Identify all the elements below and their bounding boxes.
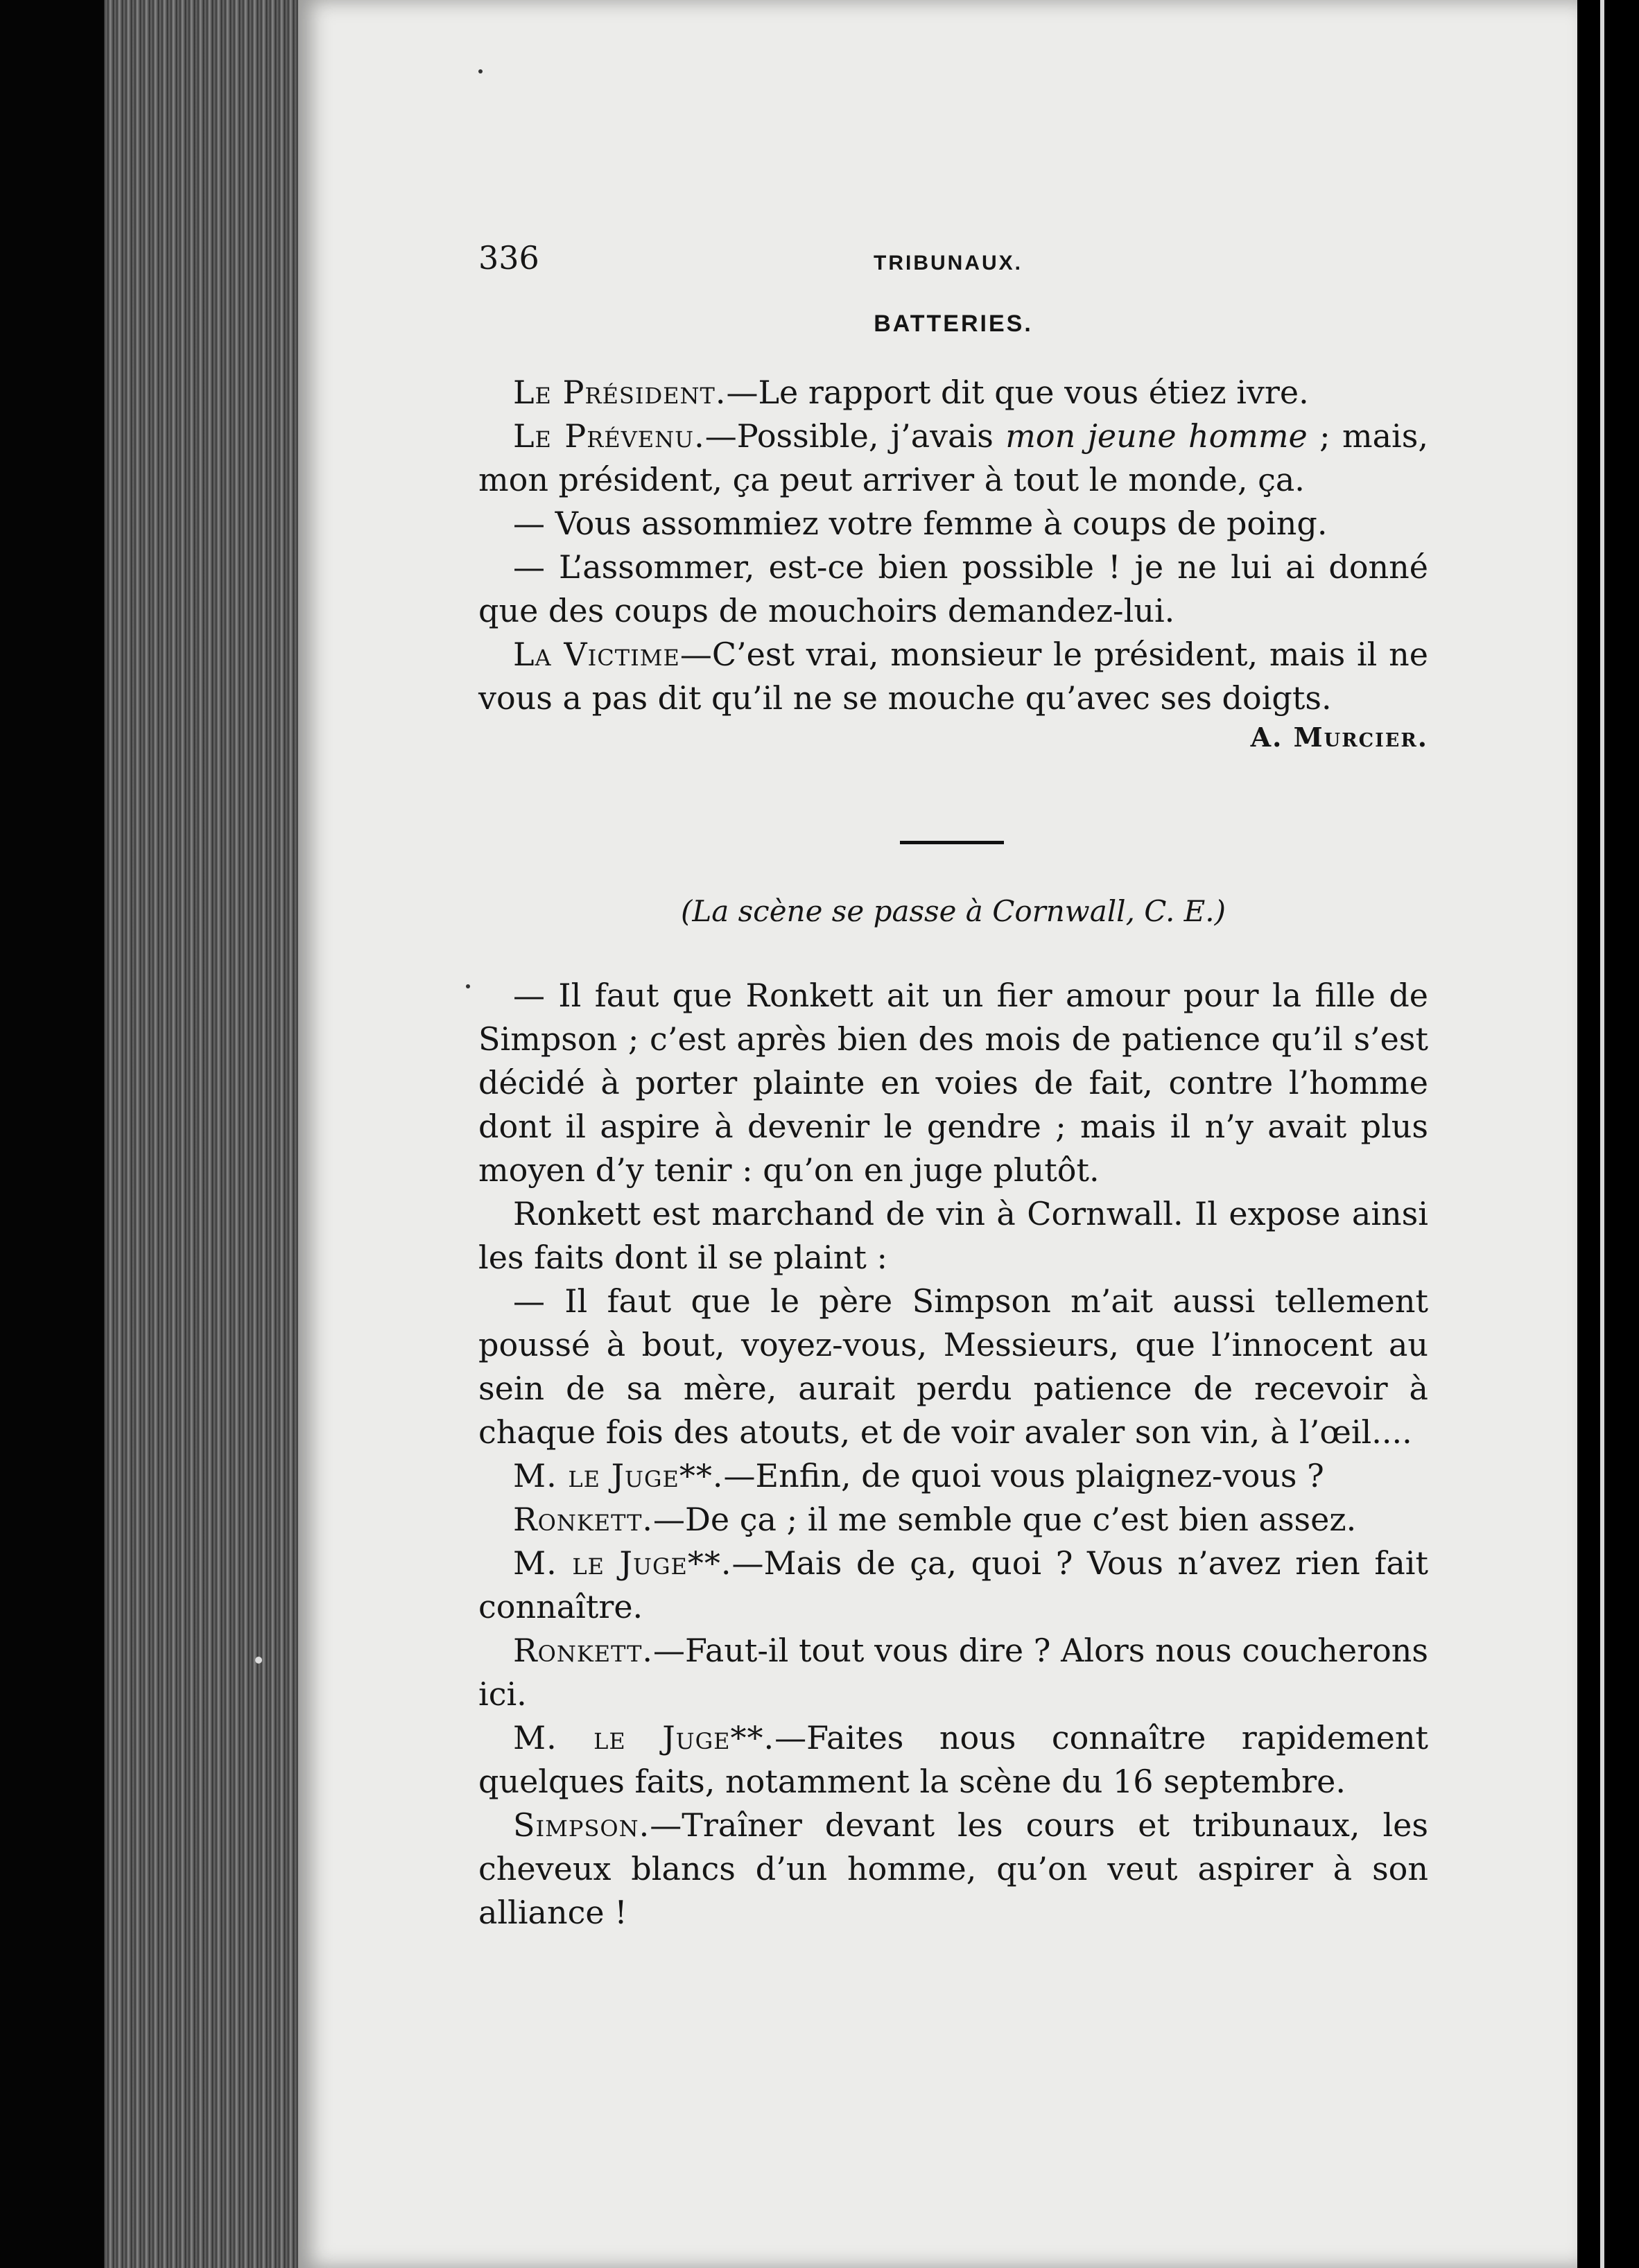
scan-border-line	[1600, 0, 1604, 2268]
speaker: Ronkett.	[513, 1501, 654, 1538]
dialogue-block-2	[478, 974, 1428, 1935]
speaker: M. le Juge**.	[513, 1457, 724, 1494]
dialogue-line	[478, 1629, 1428, 1716]
dialogue-line	[478, 1454, 1428, 1498]
running-title: TRIBUNAUX.	[874, 252, 1023, 274]
line-text: —Mais de ça, quoi ? Vous n’avez rien fait connaître.	[478, 1544, 1429, 1625]
dialogue-line	[478, 1804, 1428, 1935]
speaker: Le Président.	[513, 374, 727, 411]
section-title: BATTERIES.	[874, 311, 1033, 337]
line-text: —Le rapport dit que vous étiez ivre.	[726, 374, 1309, 411]
paragraph: — Il faut que Ronkett ait un fier amour pour la fille de Simpson ; c’est après bien des mois de patience qu’il s’est décidé à porter plainte en voies de fait, contre l’homme dont il aspire à devenir le gendre ; mais il n’y avait plus moyen d’y tenir : qu’on en juge plutôt.	[478, 977, 1428, 1189]
line-text: —Faites nous connaître rapidement quelques faits, notamment la scène du 16 septembre.	[478, 1719, 1428, 1800]
line-text: —Traîner devant les cours et tribunaux, les cheveux blancs d’un homme, qu’on veut aspirer à son alliance !	[478, 1806, 1428, 1931]
paragraph: — Il faut que le père Simpson m’ait aussi tellement poussé à bout, voyez-vous, Messieurs, que l’innocent au sein de sa mère, aurait perdu patience de recevoir à chaque fois des atouts, et de voir avaler son vin, à l’œil....	[478, 1282, 1428, 1451]
section-divider	[900, 841, 1004, 844]
speaker: Le Prévenu.	[513, 417, 705, 455]
scan-speck	[478, 69, 483, 73]
italic-phrase: mon jeune homme	[1005, 417, 1308, 455]
speaker: Simpson.	[513, 1806, 650, 1844]
speaker: La Victime	[513, 636, 680, 673]
scene-heading: (La scène se passe à Cornwall, C. E.)	[680, 894, 1226, 928]
running-head	[478, 239, 1428, 281]
page-number: 336	[478, 239, 539, 277]
scan-border-right	[1577, 0, 1639, 2268]
speaker: M. le Juge**.	[513, 1719, 775, 1756]
line-text: —Faut-il tout vous dire ? Alors nous coucherons ici.	[478, 1632, 1428, 1713]
line-text: —Enfin, de quoi vous plaignez-vous ?	[723, 1457, 1324, 1494]
dialogue-line	[478, 1716, 1428, 1804]
dialogue-line	[478, 1542, 1428, 1629]
dialogue-line	[478, 1498, 1428, 1542]
dialogue-line: — Vous assommiez votre femme à coups de poing.	[513, 505, 1328, 542]
dialogue-line	[478, 415, 1428, 502]
speaker: Ronkett.	[513, 1632, 654, 1669]
speaker: M. le Juge**.	[513, 1544, 732, 1582]
line-text: ; mais, mon président, ça peut arriver à tout le monde, ça.	[478, 417, 1428, 498]
line-text: —Possible, j’avais	[704, 417, 1006, 455]
dialogue-line	[478, 633, 1428, 720]
dialogue-line	[478, 371, 1428, 415]
dialogue-line: — L’assommer, est-ce bien possible ! je ne lui ai donné que des coups de mouchoirs demandez-lui.	[478, 548, 1428, 629]
scan-speck	[466, 984, 470, 988]
paragraph: Ronkett est marchand de vin à Cornwall. Il expose ainsi les faits dont il se plaint :	[478, 1195, 1428, 1276]
dialogue-block-1	[478, 371, 1428, 753]
scan-speck	[255, 1657, 262, 1664]
line-text: —C’est vrai, monsieur le président, mais il ne vous a pas dit qu’il ne se mouche qu’avec ses doigts.	[478, 636, 1428, 717]
line-text: —De ça ; il me semble que c’est bien assez.	[653, 1501, 1357, 1538]
scan-background	[0, 0, 104, 2268]
author-signature: A. Murcier.	[1250, 722, 1428, 753]
page-edge-stack	[104, 0, 305, 2268]
